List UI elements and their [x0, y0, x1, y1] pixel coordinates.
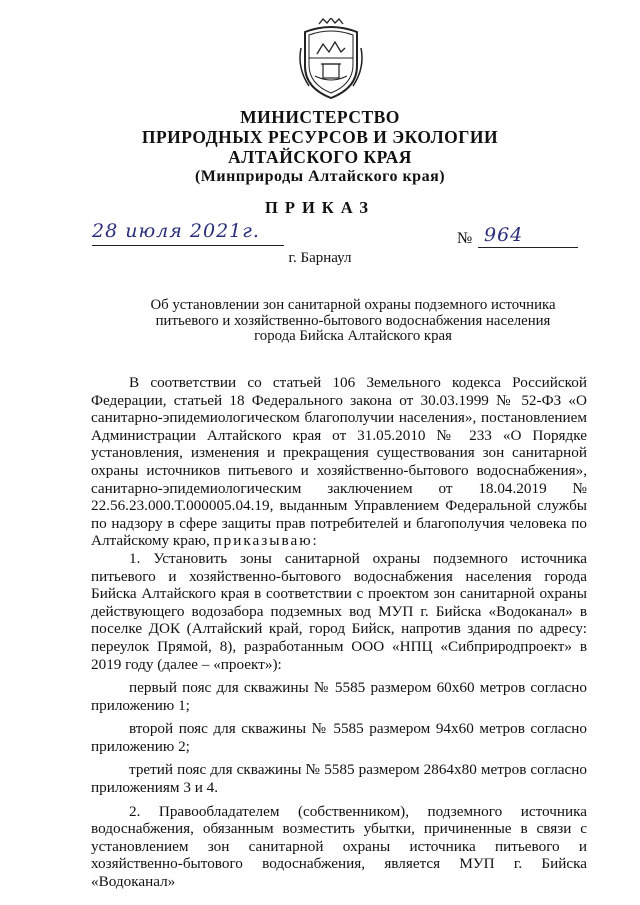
- order-number-sign: №: [457, 230, 473, 247]
- order-subject: [118, 298, 588, 345]
- preamble-text: В соответствии со статьей 106 Земельного кодекса Российской Федерации, статьей 18 Федерального закона от 30.03.1999 № 52-ФЗ «О санитарно-эпидемиологическом благополучии населения», постановлением Администрации Алтайского края от 31.05.2010 № 233 «О Порядке установления, изменения и прекращения существования зон санитарной охраны источников питьевого и хозяйственно-бытового водоснабжения», санитарно-эпидемиологическим заключением от 18.04.2019 № 22.56.23.000.Т.000005.04.19, выданным Управлением Федеральной службы по надзору в сфере защиты прав потребителей и благополучия человека по Алтайскому краю,: [91, 374, 587, 550]
- subject-line: Об установлении зон санитарной охраны подземного источника: [150, 297, 556, 313]
- ministry-short-name: (Минприроды Алтайского края): [194, 168, 446, 185]
- order-number-handwritten: 964: [484, 224, 524, 246]
- ministry-name-line1: МИНИСТЕРСТВО: [240, 107, 400, 127]
- order-city: г. Барнаул: [288, 250, 352, 266]
- preamble-paragraph: [91, 374, 587, 550]
- order-date-handwritten: 28 июля 2021г.: [92, 220, 260, 242]
- command-word: приказываю:: [213, 532, 319, 550]
- subject-line: города Бийска Алтайского края: [254, 328, 452, 344]
- zone-second-belt: второй пояс для скважины № 5585 размером 94х60 метров согласно приложению 2;: [91, 720, 587, 755]
- clause-2-paragraph: 2. Правообладателем (собственником), подземного источника водоснабжения, обязанным возместить убытки, причиненные в связи с установлением зон санитарной охраны источника питьевого и хозяйственно-бытового водоснабжения, является МУП г. Бийска «Водоканал»: [91, 802, 587, 891]
- coat-of-arms-emblem: [295, 18, 367, 102]
- ministry-name-line3: АЛТАЙСКОГО КРАЯ: [228, 147, 412, 167]
- ministry-name-line2: ПРИРОДНЫХ РЕСУРСОВ И ЭКОЛОГИИ: [141, 127, 499, 147]
- zone-first-belt: первый пояс для скважины № 5585 размером 60х60 метров согласно приложению 1;: [91, 679, 587, 714]
- order-body: [91, 374, 587, 891]
- date-underline: [92, 245, 284, 246]
- order-title: ПРИКАЗ: [265, 198, 375, 217]
- subject-line: питьевого и хозяйственно-бытового водоснабжения населения: [155, 312, 551, 329]
- zone-third-belt: третий пояс для скважины № 5585 размером 2864х80 метров согласно приложениям 3 и 4.: [91, 761, 587, 797]
- clause-1-paragraph: 1. Установить зоны санитарной охраны подземного источника питьевого и хозяйственно-бытового водоснабжения населения города Бийска Алтайского края в соответствии с проектом зон санитарной охраны действующего водозабора подземных вод МУП г. Бийска «Водоканал» в поселке ДОК (Алтайский край, город Бийск, напротив здания по адресу: переулок Прямой, 8), разработанным ООО «НПЦ «Сибприродпроект» в 2019 году (далее – «проект»):: [91, 549, 587, 673]
- number-underline: [478, 247, 578, 248]
